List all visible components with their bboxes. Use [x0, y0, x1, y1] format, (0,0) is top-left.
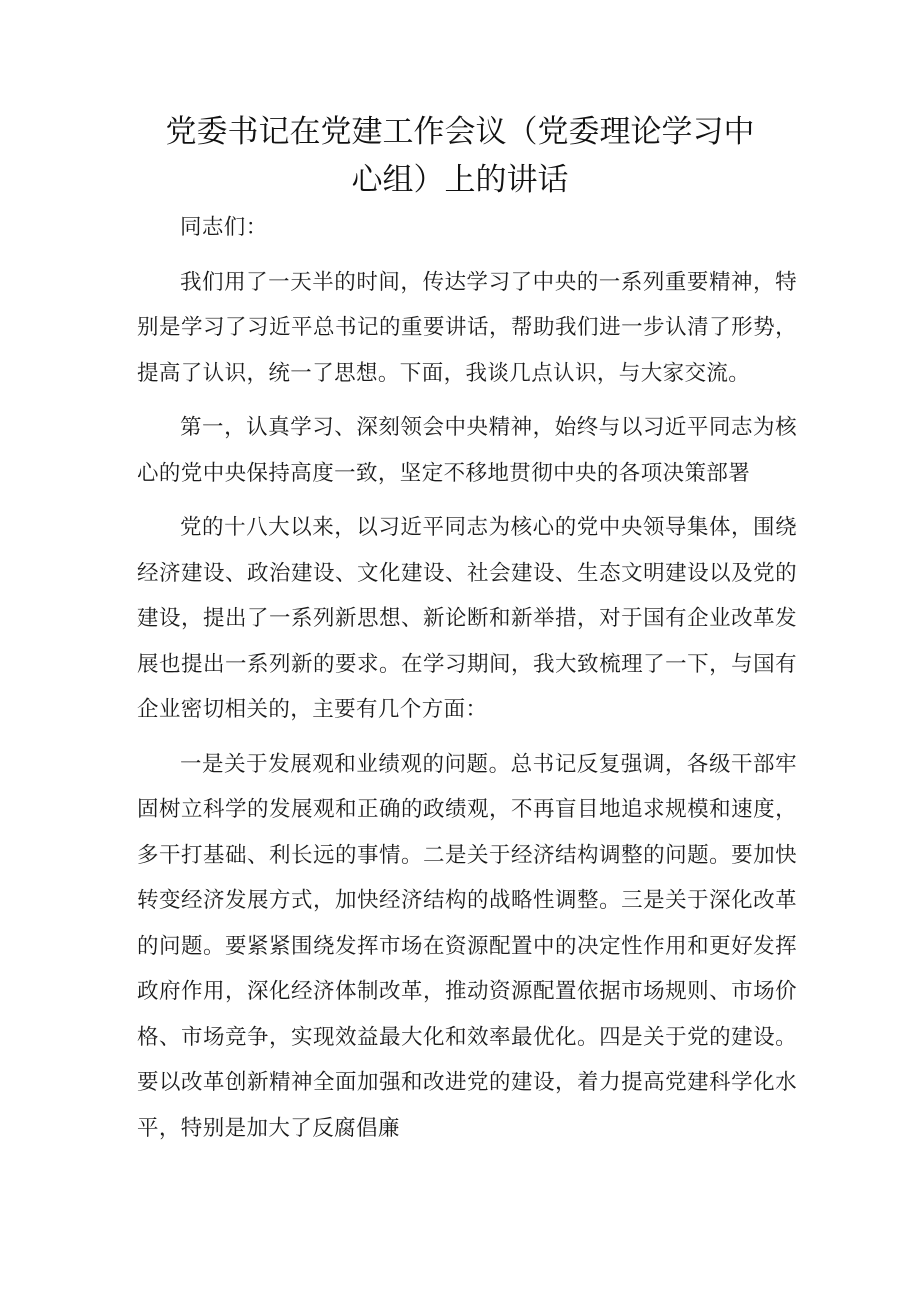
- paragraph-points: 一是关于发展观和业绩观的问题。总书记反复强调，各级干部牢固树立科学的发展观和正确的政绩观，不再盲目地追求规模和速度，多干打基础、利长远的事情。二是关于经济结构调整的问题。要加快转变经济发展方式，加快经济结构的战略性调整。三是关于深化改革的问题。要紧紧围绕发挥市场在资源配置中的决定性作用和更好发挥政府作用，深化经济体制改革，推动资源配置依据市场规则、市场价格、市场竞争，实现效益最大化和效率最优化。四是关于党的建设。要以改革创新精神全面加强和改进党的建设，着力提高党建科学化水平，特别是加大了反腐倡廉: [137, 751, 797, 1141]
- section-heading-1: 第一，认真学习、深刻领会中央精神，始终与以习近平同志为核心的党中央保持高度一致，坚定不移地贯彻中央的各项决策部署: [137, 415, 797, 486]
- paragraph-background: 党的十八大以来，以习近平同志为核心的党中央领导集体，围绕经济建设、政治建设、文化建设、社会建设、生态文明建设以及党的建设，提出了一系列新思想、新论断和新举措，对于国有企业改革发展也提出一系列新的要求。在学习期间，我大致梳理了一下，与国有企业密切相关的，主要有几个方面：: [137, 515, 797, 722]
- title-line-1: 党委书记在党建工作会议（党委理论学习中: [165, 114, 755, 150]
- document-body: [137, 205, 797, 1160]
- salutation: 同志们：: [180, 215, 268, 240]
- document-title: [60, 108, 860, 204]
- paragraph-intro: 我们用了一天半的时间，传达学习了中央的一系列重要精神，特别是学习了习近平总书记的重要讲话，帮助我们进一步认清了形势，提高了认识，统一了思想。下面，我谈几点认识，与大家交流。: [137, 269, 797, 386]
- title-line-2: 心组）上的讲话: [351, 162, 569, 198]
